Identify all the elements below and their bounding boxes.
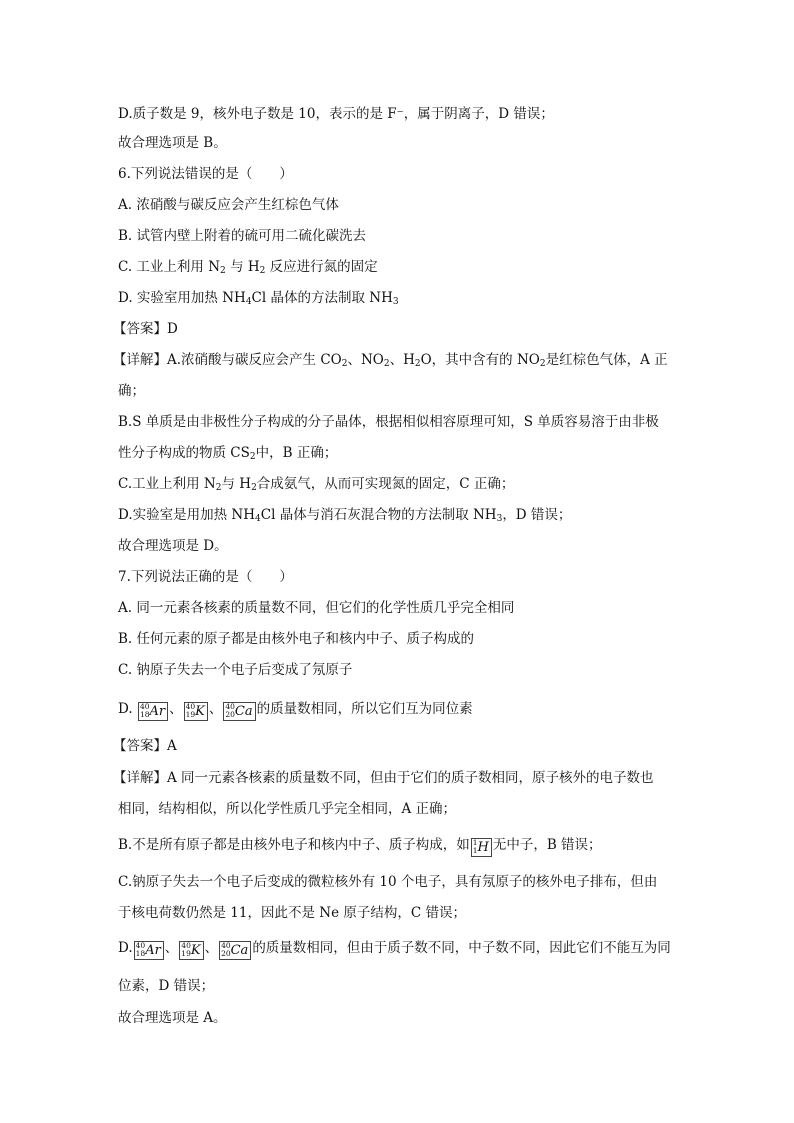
- subscript: 2: [383, 359, 390, 369]
- q7-option-c: [118, 660, 678, 680]
- isotope-ar: [138, 702, 168, 721]
- subscript: 2: [220, 266, 226, 276]
- text: 【详解】A.浓硝酸与碳反应会产生 CO: [113, 352, 342, 368]
- detail-7-line-2: [118, 799, 678, 819]
- text: 故合理选项是 A。: [118, 1010, 227, 1026]
- text: 位素，D 错误；: [118, 978, 215, 994]
- option-text: A. 浓硝酸与碳反应会产生红棕色气体: [118, 197, 339, 213]
- atomic-number: 19: [181, 949, 191, 958]
- text: 、NO: [347, 352, 384, 368]
- q7-option-a: [118, 598, 678, 618]
- text: 合成氨气，从而可实现氮的固定，C 正确；: [256, 476, 515, 492]
- mass-number: 40: [221, 941, 231, 950]
- q6-option-c: [118, 257, 678, 277]
- subscript: 4: [245, 297, 252, 307]
- text: O，其中含有的 NO: [420, 352, 540, 368]
- isotope-ar: [134, 941, 164, 960]
- mass-number: 40: [225, 702, 235, 711]
- q7-option-d: [118, 699, 678, 719]
- detail-6-line-1: [113, 350, 673, 370]
- detail-7-line-5: [118, 903, 678, 923]
- mass-number: 40: [135, 941, 146, 950]
- subscript: 2: [341, 359, 348, 369]
- subscript: 2: [251, 483, 257, 493]
- subscript: 3: [496, 514, 503, 524]
- text: 无中子，B 错误；: [492, 837, 602, 853]
- text: D.: [118, 940, 133, 956]
- element-symbol: Ar: [149, 704, 166, 719]
- option-text: C. 钠原子失去一个电子后变成了氖原子: [118, 662, 353, 678]
- text: 【详解】A 同一元素各核素的质量数不同，但由于它们的质子数相同，原子核外的电子数也: [113, 770, 654, 786]
- subscript: 2: [249, 452, 256, 462]
- text: B.不是所有原子都是由核外电子和核内中子、质子构成，如: [118, 837, 470, 853]
- text: 于核电荷数仍然是 11，因此不是 Ne 原子结构，C 错误；: [118, 905, 466, 921]
- option-text: B. 试管内壁上附着的硫可用二硫化碳洗去: [118, 228, 367, 244]
- subscript: 2: [215, 483, 222, 493]
- question-6: [118, 164, 678, 184]
- element-symbol: Ca: [234, 704, 253, 719]
- text: C. 工业上利用 N: [118, 259, 221, 275]
- subscript: 4: [255, 514, 261, 524]
- isotope-k: [179, 941, 203, 960]
- text: 故合理选项是 D。: [118, 538, 228, 554]
- detail-6-line-6: [118, 505, 678, 525]
- text: 、H: [389, 352, 415, 368]
- subscript: 2: [539, 359, 546, 369]
- text: C.工业上利用 N: [118, 476, 216, 492]
- question-text: 7.下列说法正确的是（ ）: [118, 569, 293, 585]
- separator: 、: [204, 940, 219, 956]
- separator: 、: [169, 701, 183, 717]
- text: 故合理选项是 B。: [118, 135, 227, 151]
- atomic-number: 19: [185, 710, 196, 719]
- element-symbol: K: [195, 704, 205, 719]
- option-text: A. 同一元素各核素的质量数不同，但它们的化学性质几乎完全相同: [118, 600, 515, 616]
- detail-7-line-7: [118, 976, 678, 996]
- subscript: 3: [392, 297, 399, 307]
- detail-7-line-3: [118, 835, 678, 855]
- text: 中，B 正确；: [255, 445, 338, 461]
- text: 与 H: [225, 259, 260, 275]
- subscript: 2: [259, 266, 266, 276]
- text: 的质量数相同，所以它们互为同位素: [256, 701, 473, 717]
- q6-option-a: [118, 195, 678, 215]
- text-line: [118, 133, 678, 153]
- detail-7-line-1: [113, 768, 673, 788]
- mass-number: 40: [185, 702, 196, 711]
- text: 反应进行氮的固定: [265, 259, 378, 275]
- element-symbol: Ca: [230, 943, 249, 958]
- text: 相同，结构相似，所以化学性质几乎完全相同，A 正确；: [118, 801, 457, 817]
- detail-6-line-4: [118, 443, 678, 463]
- atomic-number: 18: [139, 710, 150, 719]
- text: 确；: [118, 383, 145, 399]
- detail-6-line-5: [118, 474, 678, 494]
- mass-number: 1: [472, 838, 478, 847]
- mass-number: 40: [139, 702, 150, 711]
- option-text: B. 任何元素的原子都是由核外电子和核内中子、质子构成的: [118, 631, 475, 647]
- atomic-number: 18: [135, 949, 146, 958]
- text: D.质子数是 9，核外电子数是 10，表示的是 F⁻，属于阴离子，D 错误；: [118, 106, 554, 122]
- element-symbol: Ar: [145, 943, 161, 958]
- question-text: 6.下列说法错误的是（ ）: [118, 166, 293, 182]
- atomic-number: 20: [225, 710, 235, 719]
- answer-7: [113, 736, 673, 756]
- mass-number: 40: [181, 941, 191, 950]
- q6-option-b: [118, 226, 678, 246]
- text-line: [118, 104, 678, 124]
- text: B.S 单质是由非极性分子构成的分子晶体，根据相似相容原理可知，S 单质容易溶于由非极: [118, 414, 659, 430]
- detail-7-line-6: [118, 938, 678, 958]
- text: Cl 晶体的方法制取 NH: [251, 290, 393, 306]
- answer-6: [113, 319, 673, 339]
- atomic-number: 1: [472, 846, 478, 855]
- detail-7-line-4: [118, 872, 678, 892]
- text: ，D 错误；: [502, 507, 572, 523]
- separator: 、: [208, 701, 223, 717]
- text: C.钠原子失去一个电子后变成的微粒核外有 10 个电子，具有氖原子的核外电子排布，但由: [118, 874, 658, 890]
- q6-option-d: [118, 288, 678, 308]
- detail-7-line-8: [118, 1008, 678, 1028]
- answer-text: 【答案】A: [113, 738, 177, 754]
- detail-6-line-2: [118, 381, 678, 401]
- subscript: 2: [414, 359, 421, 369]
- text: D.: [118, 701, 137, 717]
- question-7: [118, 567, 678, 587]
- isotope-h: [471, 838, 492, 857]
- text: 与 H: [221, 476, 252, 492]
- text: D.实验室是用加热 NH: [118, 507, 256, 523]
- element-symbol: K: [190, 943, 201, 958]
- q7-option-b: [118, 629, 678, 649]
- separator: 、: [164, 940, 179, 956]
- detail-6-line-7: [118, 536, 678, 556]
- text: 性分子构成的物质 CS: [118, 445, 250, 461]
- text: 是红棕色气体，A 正: [545, 352, 668, 368]
- text: 的质量数相同，但由于质子数不同，中子数不同，因此它们不能互为同: [252, 940, 671, 956]
- text: Cl 晶体与消石灰混合物的方法制取 NH: [260, 507, 497, 523]
- atomic-number: 20: [221, 949, 231, 958]
- text: D. 实验室用加热 NH: [118, 290, 246, 306]
- isotope-k: [184, 702, 208, 721]
- isotope-ca: [219, 941, 251, 960]
- answer-text: 【答案】D: [113, 321, 178, 337]
- element-symbol: H: [477, 840, 489, 855]
- detail-6-line-3: [118, 412, 678, 432]
- isotope-ca: [223, 702, 255, 721]
